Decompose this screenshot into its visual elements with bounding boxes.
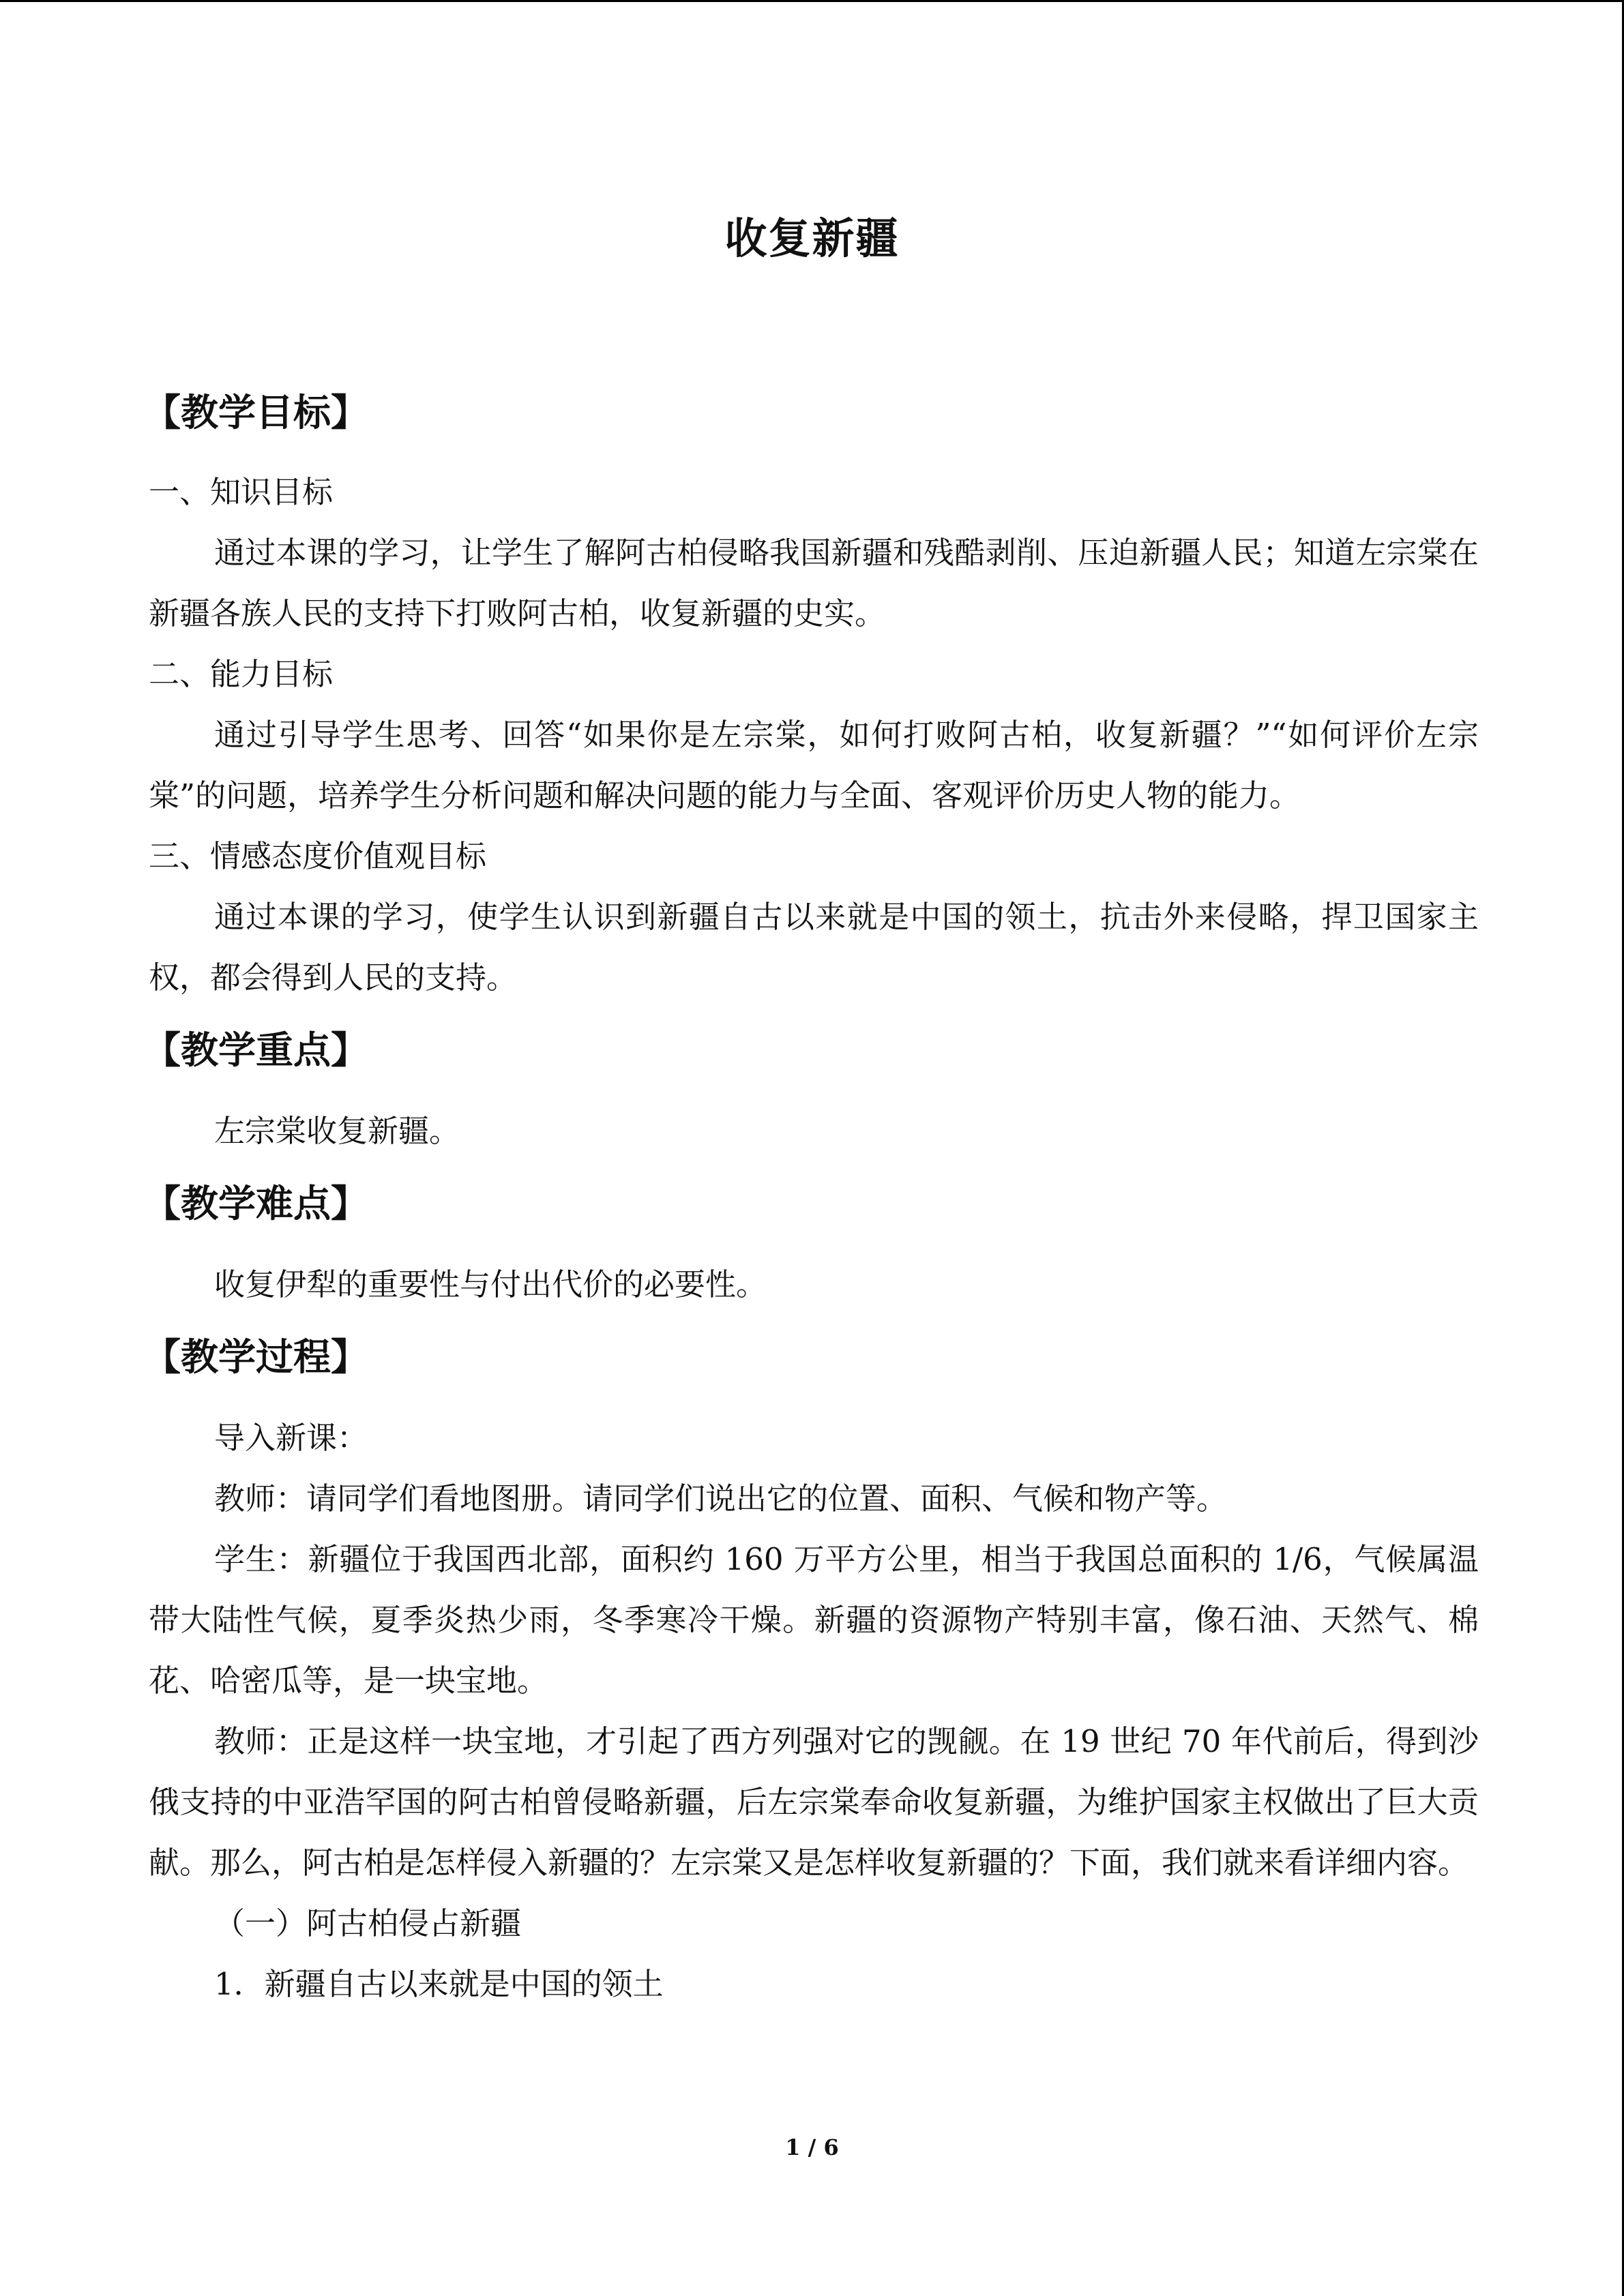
document-body — [143, 378, 1479, 2014]
page-number: 1 / 6 — [785, 2134, 839, 2160]
knowledge-objective-text: 通过本课的学习，让学生了解阿古柏侵略我国新疆和残酷剥削、压迫新疆人民；知道左宗棠在新疆各族人民的支持下打败阿古柏，收复新疆的史实。 — [149, 535, 1479, 631]
process-teacher-2: 教师：正是这样一块宝地，才引起了西方列强对它的觊觎。在 19 世纪 70 年代前后，得到沙俄支持的中亚浩罕国的阿古柏曾侵略新疆，后左宗棠奉命收复新疆，为维护国家主权做出了巨大贡献。那么，阿古柏是怎样侵入新疆的？左宗棠又是怎样收复新疆的？下面，我们就来看详细内容。 — [149, 1723, 1479, 1881]
process-subsection-1: （一）阿古柏侵占新疆 — [214, 1905, 522, 1941]
top-border-line — [0, 0, 1624, 2]
process-teacher-1: 教师：请同学们看地图册。请同学们说出它的位置、面积、气候和物产等。 — [214, 1480, 1228, 1517]
process-intro: 导入新课： — [214, 1420, 368, 1456]
key-points-heading: 【教学重点】 — [143, 1028, 369, 1072]
process-item-1: 1．新疆自古以来就是中国的领土 — [214, 1966, 664, 2002]
difficulties-heading: 【教学难点】 — [143, 1182, 369, 1225]
ability-objective-title: 二、能力目标 — [149, 656, 334, 692]
objectives-heading: 【教学目标】 — [143, 391, 369, 434]
emotion-objective-title: 三、情感态度价值观目标 — [149, 838, 487, 874]
ability-objective-text: 通过引导学生思考、回答“如果你是左宗棠，如何打败阿古柏，收复新疆？”“如何评价左宗棠”的问题，培养学生分析问题和解决问题的能力与全面、客观评价历史人物的能力。 — [149, 717, 1479, 814]
process-student-1: 学生：新疆位于我国西北部，面积约 160 万平方公里，相当于我国总面积的 1/6，气候属温带大陆性气候，夏季炎热少雨，冬季寒冷干燥。新疆的资源物产特别丰富，像石油、天然气、棉花、哈密瓜等，是一块宝地。 — [149, 1541, 1479, 1699]
key-points-text: 左宗棠收复新疆。 — [214, 1113, 460, 1149]
document-title: 收复新疆 — [724, 213, 900, 263]
emotion-objective-text: 通过本课的学习，使学生认识到新疆自古以来就是中国的领土，抗击外来侵略，捍卫国家主权，都会得到人民的支持。 — [149, 899, 1479, 996]
difficulties-text: 收复伊犁的重要性与付出代价的必要性。 — [214, 1266, 767, 1302]
knowledge-objective-title: 一、知识目标 — [149, 474, 334, 510]
process-heading: 【教学过程】 — [143, 1335, 369, 1379]
